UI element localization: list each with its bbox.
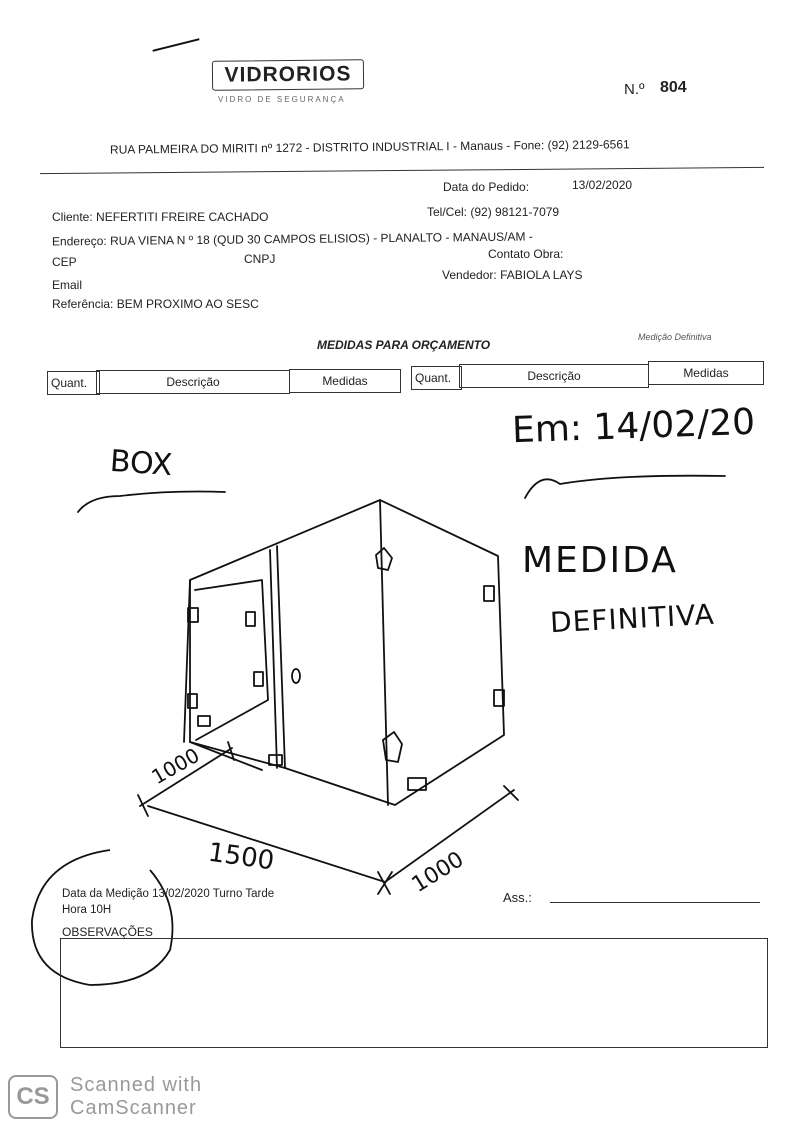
camscanner-watermark bbox=[8, 1074, 202, 1120]
handwritten-box-label: BOX bbox=[108, 443, 174, 484]
email-label: Email bbox=[52, 278, 83, 292]
watermark-line1: Scanned with bbox=[70, 1074, 203, 1096]
signature-label: Ass.: bbox=[503, 890, 532, 905]
hour-value: 10H bbox=[90, 904, 112, 916]
shift-value: Tarde bbox=[245, 888, 275, 900]
contact-label: Contato Obra: bbox=[488, 247, 564, 261]
right-col-description: Descrição bbox=[459, 364, 649, 388]
hour-label: Hora bbox=[62, 904, 87, 916]
logo-tagline: VIDRO DE SEGURANÇA bbox=[218, 95, 346, 104]
signature-line bbox=[550, 902, 760, 903]
definitive-label: Medição Definitiva bbox=[638, 332, 712, 342]
right-col-quant: Quant. bbox=[411, 366, 462, 390]
reference-label: Referência: bbox=[52, 297, 114, 311]
seller-name: FABIOLA LAYS bbox=[500, 268, 583, 282]
dim-depth-right: 1000 bbox=[407, 847, 469, 898]
dim-depth-left: 1000 bbox=[147, 742, 204, 790]
logo-name: VIDRORIOS bbox=[224, 62, 352, 87]
measures-title: MEDIDAS PARA ORÇAMENTO bbox=[317, 338, 491, 352]
observations-label: OBSERVAÇÕES bbox=[62, 925, 153, 939]
right-col-measures: Medidas bbox=[648, 361, 764, 385]
watermark-line2: CamScanner bbox=[70, 1097, 197, 1119]
cep-label: CEP bbox=[52, 255, 77, 269]
order-date: 13/02/2020 bbox=[572, 178, 633, 192]
observations-box bbox=[60, 938, 768, 1048]
handwritten-date: Em: 14/02/20 bbox=[511, 401, 756, 452]
reference-value: BEM PROXIMO AO SESC bbox=[116, 297, 259, 311]
address-label: Endereço: bbox=[51, 233, 107, 249]
left-col-quant: Quant. bbox=[47, 371, 100, 395]
company-address: RUA PALMEIRA DO MIRITI nº 1272 - DISTRITO INDUSTRIAL I - Manaus - Fone: (92) 2129-6561 bbox=[109, 137, 630, 157]
seller-label: Vendedor: bbox=[442, 268, 497, 282]
number-label: N.º bbox=[624, 81, 645, 98]
camscanner-logo: CS bbox=[8, 1075, 58, 1119]
phone-label: Tel/Cel: bbox=[427, 205, 468, 219]
dim-width: 1500 bbox=[206, 837, 276, 877]
client-label: Cliente: bbox=[52, 210, 93, 224]
measure-date-label: Data da Medição bbox=[62, 888, 149, 900]
phone-value: (92) 98121-7079 bbox=[470, 205, 560, 219]
order-date-label: Data do Pedido: bbox=[443, 180, 530, 194]
left-col-measures: Medidas bbox=[289, 369, 401, 393]
handwritten-medida: MEDIDA bbox=[522, 540, 678, 581]
cnpj-label: CNPJ bbox=[244, 252, 276, 266]
measure-date: 13/02/2020 bbox=[152, 888, 210, 900]
address-value: RUA VIENA N º 18 (QUD 30 CAMPOS ELISIOS) - PLANALTO - MANAUS/AM - bbox=[109, 229, 533, 248]
shift-label: Turno bbox=[212, 888, 243, 900]
handwritten-definitiva: DEFINITIVA bbox=[549, 597, 716, 640]
client-name: NEFERTITI FREIRE CACHADO bbox=[96, 210, 269, 224]
left-col-description: Descrição bbox=[96, 370, 290, 394]
document-number: 804 bbox=[660, 79, 687, 96]
